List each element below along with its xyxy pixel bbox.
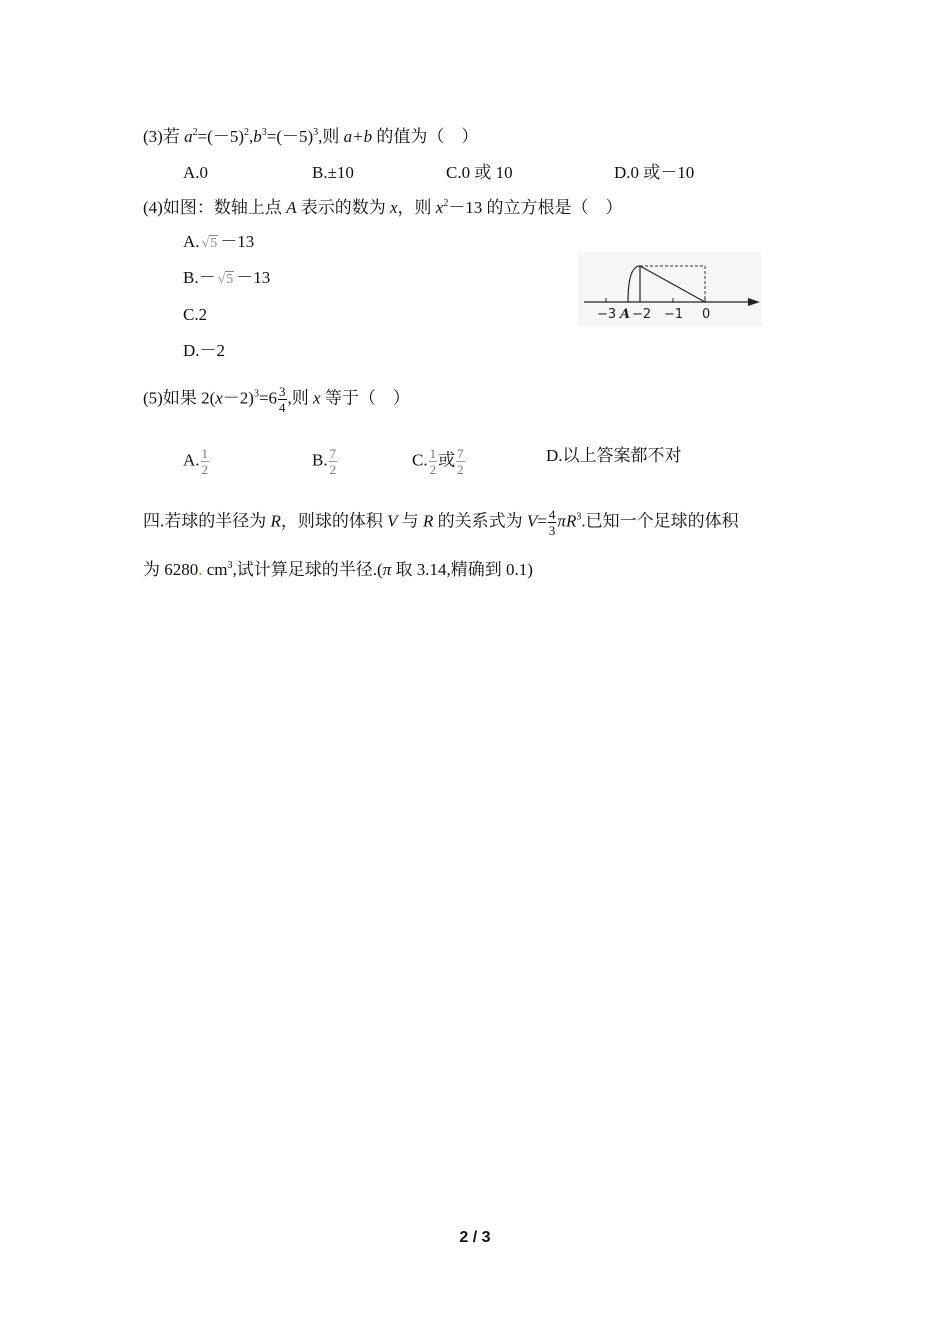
fraction-seven-halves: $\frac{7}{2}$ bbox=[457, 446, 464, 477]
tick-label: −2 bbox=[632, 307, 652, 322]
q3-option-a: A.0 bbox=[183, 163, 209, 182]
number-line-figure bbox=[578, 252, 762, 326]
q4-option-a: A. √5 －13 bbox=[183, 232, 254, 254]
sqrt-symbol: √5 bbox=[201, 236, 218, 251]
sqrt-symbol: √5 bbox=[217, 272, 234, 287]
fraction-seven-halves: $\frac{7}{2}$ bbox=[329, 446, 337, 477]
q4-option-d: D.－2 bbox=[183, 341, 226, 360]
q4-option-c: C.2 bbox=[183, 305, 208, 324]
question-4-stem: (4)如图：数轴上点 A 表示的数为 x，则 $x^2-13$ 的立方根是（ ） bbox=[143, 198, 623, 217]
tick-label: −1 bbox=[664, 307, 684, 322]
tick-label-point-a: A bbox=[620, 307, 631, 322]
fraction-half: $\frac{1}{2}$ bbox=[429, 446, 437, 477]
question-4-cn-line2: 为 6280. $cm^3$,试计算足球的半径.(π 取 3.14,精确到 0.1) bbox=[143, 560, 533, 579]
q5-option-a: A. $\frac{1}{2}$ bbox=[183, 446, 209, 477]
question-3-stem: (3)若 $a^2=(-5)^2,b^3=(-5)^3$,则 a+b 的值为（ ） bbox=[143, 127, 479, 146]
q4-option-b: B.－ √5 －13 bbox=[183, 268, 270, 290]
q3-option-d: D.0 或－10 bbox=[614, 163, 695, 182]
fraction-half: $\frac{1}{2}$ bbox=[201, 446, 209, 477]
fraction-four-thirds: $\frac{4}{3}$ bbox=[548, 507, 556, 538]
q5-option-c: C. $\frac{1}{2}$ 或 $\frac{7}{2}$ bbox=[412, 446, 464, 477]
page-number: 2 / 3 bbox=[459, 1229, 491, 1246]
question-4-cn-line1: 四.若球的半径为 R，则球的体积 V 与 R 的关系式为 V= $\frac{4}{3}$ $\pi R^3$.已知一个足球的体积 bbox=[143, 507, 739, 538]
q5-option-d: D.以上答案都不对 bbox=[546, 446, 682, 465]
tick-label: −3 bbox=[597, 307, 617, 322]
mixed-fraction: $\frac{3}{4}$ bbox=[279, 384, 286, 415]
q5-option-b: B. $\frac{7}{2}$ bbox=[312, 446, 337, 477]
question-5-stem: (5)如果 $2(x-2)^3=6$ $\frac{3}{4}$ ,则 x 等于（ ） bbox=[143, 384, 410, 415]
q3-option-c: C.0 或 10 bbox=[446, 163, 513, 182]
q3-option-b: B.±10 bbox=[312, 163, 354, 182]
tick-label: 0 bbox=[702, 307, 711, 322]
